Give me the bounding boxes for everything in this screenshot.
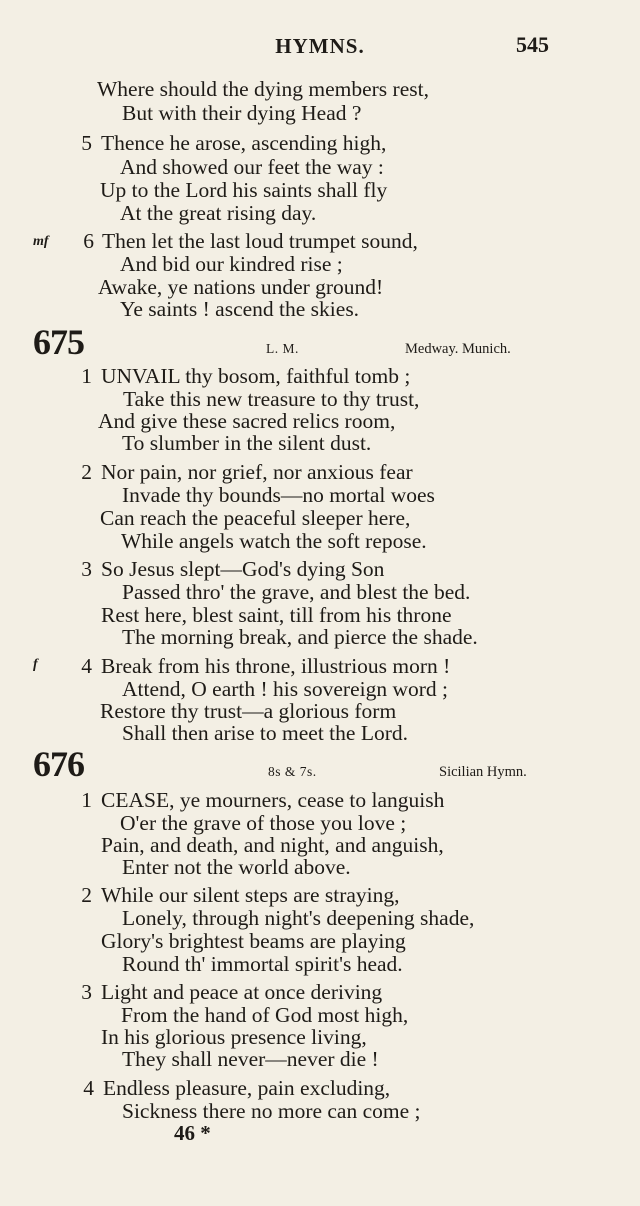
verse-line: Restore thy trust—a glorious form bbox=[100, 699, 397, 723]
page-number: 545 bbox=[516, 32, 549, 57]
verse-line: Attend, O earth ! his sovereign word ; bbox=[122, 677, 449, 701]
verse-line: And showed our feet the way : bbox=[120, 155, 384, 179]
verse-line: Up to the Lord his saints shall fly bbox=[100, 178, 388, 202]
verse-line: Then let the last loud trumpet sound, bbox=[102, 229, 418, 253]
verse-line: O'er the grave of those you love ; bbox=[120, 811, 407, 835]
verse-line: Round th' immortal spirit's head. bbox=[122, 952, 403, 976]
running-header: HYMNS. bbox=[275, 34, 365, 58]
verse-number: 4 bbox=[81, 654, 92, 678]
verse-line: Nor pain, nor grief, nor anxious fear bbox=[101, 460, 413, 484]
verse-line: But with their dying Head ? bbox=[122, 101, 362, 125]
verse-line: While our silent steps are straying, bbox=[101, 883, 400, 907]
verse-line: So Jesus slept—God's dying Son bbox=[101, 557, 385, 581]
verse-line: At the great rising day. bbox=[120, 201, 317, 225]
verse-line: And bid our kindred rise ; bbox=[120, 252, 343, 276]
verse-line: Break from his throne, illustrious morn ! bbox=[101, 654, 451, 678]
verse-line: While angels watch the soft repose. bbox=[121, 529, 427, 553]
hymn-meter: 8s & 7s. bbox=[268, 764, 317, 779]
verse-number: 4 bbox=[83, 1076, 94, 1100]
dynamic-mark: f bbox=[33, 657, 38, 672]
verse-line: Pain, and death, and night, and anguish, bbox=[101, 833, 444, 857]
verse-number: 6 bbox=[83, 229, 94, 253]
verse-number: 2 bbox=[81, 460, 92, 484]
hymn-number: 676 bbox=[33, 744, 84, 784]
verse-line: Sickness there no more can come ; bbox=[122, 1099, 421, 1123]
verse-line: From the hand of God most high, bbox=[121, 1003, 409, 1027]
verse-line: Lonely, through night's deepening shade, bbox=[122, 906, 475, 930]
verse-line: In his glorious presence living, bbox=[101, 1025, 367, 1049]
verse-line: Invade thy bounds—no mortal woes bbox=[122, 483, 435, 507]
verse-number: 5 bbox=[81, 131, 92, 155]
verse-line: CEASE, ye mourners, cease to languish bbox=[101, 788, 445, 812]
verse-line: Enter not the world above. bbox=[122, 855, 351, 879]
signature-mark: 46 * bbox=[174, 1121, 211, 1145]
verse-line: Awake, ye nations under ground! bbox=[98, 275, 384, 299]
hymn-number: 675 bbox=[33, 322, 84, 362]
verse-line: Ye saints ! ascend the skies. bbox=[120, 297, 360, 321]
verse-number: 2 bbox=[81, 883, 92, 907]
verse-line: Rest here, blest saint, till from his throne bbox=[101, 603, 452, 627]
verse-line: Endless pleasure, pain excluding, bbox=[103, 1076, 391, 1100]
verse-number: 3 bbox=[81, 557, 92, 581]
hymn-tunes: Medway. Munich. bbox=[405, 341, 511, 357]
verse-line: They shall never—never die ! bbox=[122, 1047, 379, 1071]
verse-line: To slumber in the silent dust. bbox=[122, 431, 372, 455]
verse-number: 1 bbox=[81, 788, 92, 812]
verse-line: Shall then arise to meet the Lord. bbox=[122, 721, 408, 745]
verse-line: Glory's brightest beams are playing bbox=[101, 929, 406, 953]
verse-line: And give these sacred relics room, bbox=[98, 409, 396, 433]
verse-line: Light and peace at once deriving bbox=[101, 980, 383, 1004]
verse-line: Take this new treasure to thy trust, bbox=[123, 387, 420, 411]
verse-line: The morning break, and pierce the shade. bbox=[122, 625, 478, 649]
verse-line: Thence he arose, ascending high, bbox=[101, 131, 387, 155]
hymn-meter: L. M. bbox=[266, 341, 299, 356]
verse-line: Where should the dying members rest, bbox=[97, 77, 429, 101]
dynamic-mark: mf bbox=[33, 234, 49, 249]
verse-line: Can reach the peaceful sleeper here, bbox=[100, 506, 411, 530]
verse-line: UNVAIL thy bosom, faithful tomb ; bbox=[101, 364, 411, 388]
verse-number: 1 bbox=[81, 364, 92, 388]
verse-number: 3 bbox=[81, 980, 92, 1004]
hymn-tunes: Sicilian Hymn. bbox=[439, 764, 527, 780]
verse-line: Passed thro' the grave, and blest the bed. bbox=[122, 580, 471, 604]
